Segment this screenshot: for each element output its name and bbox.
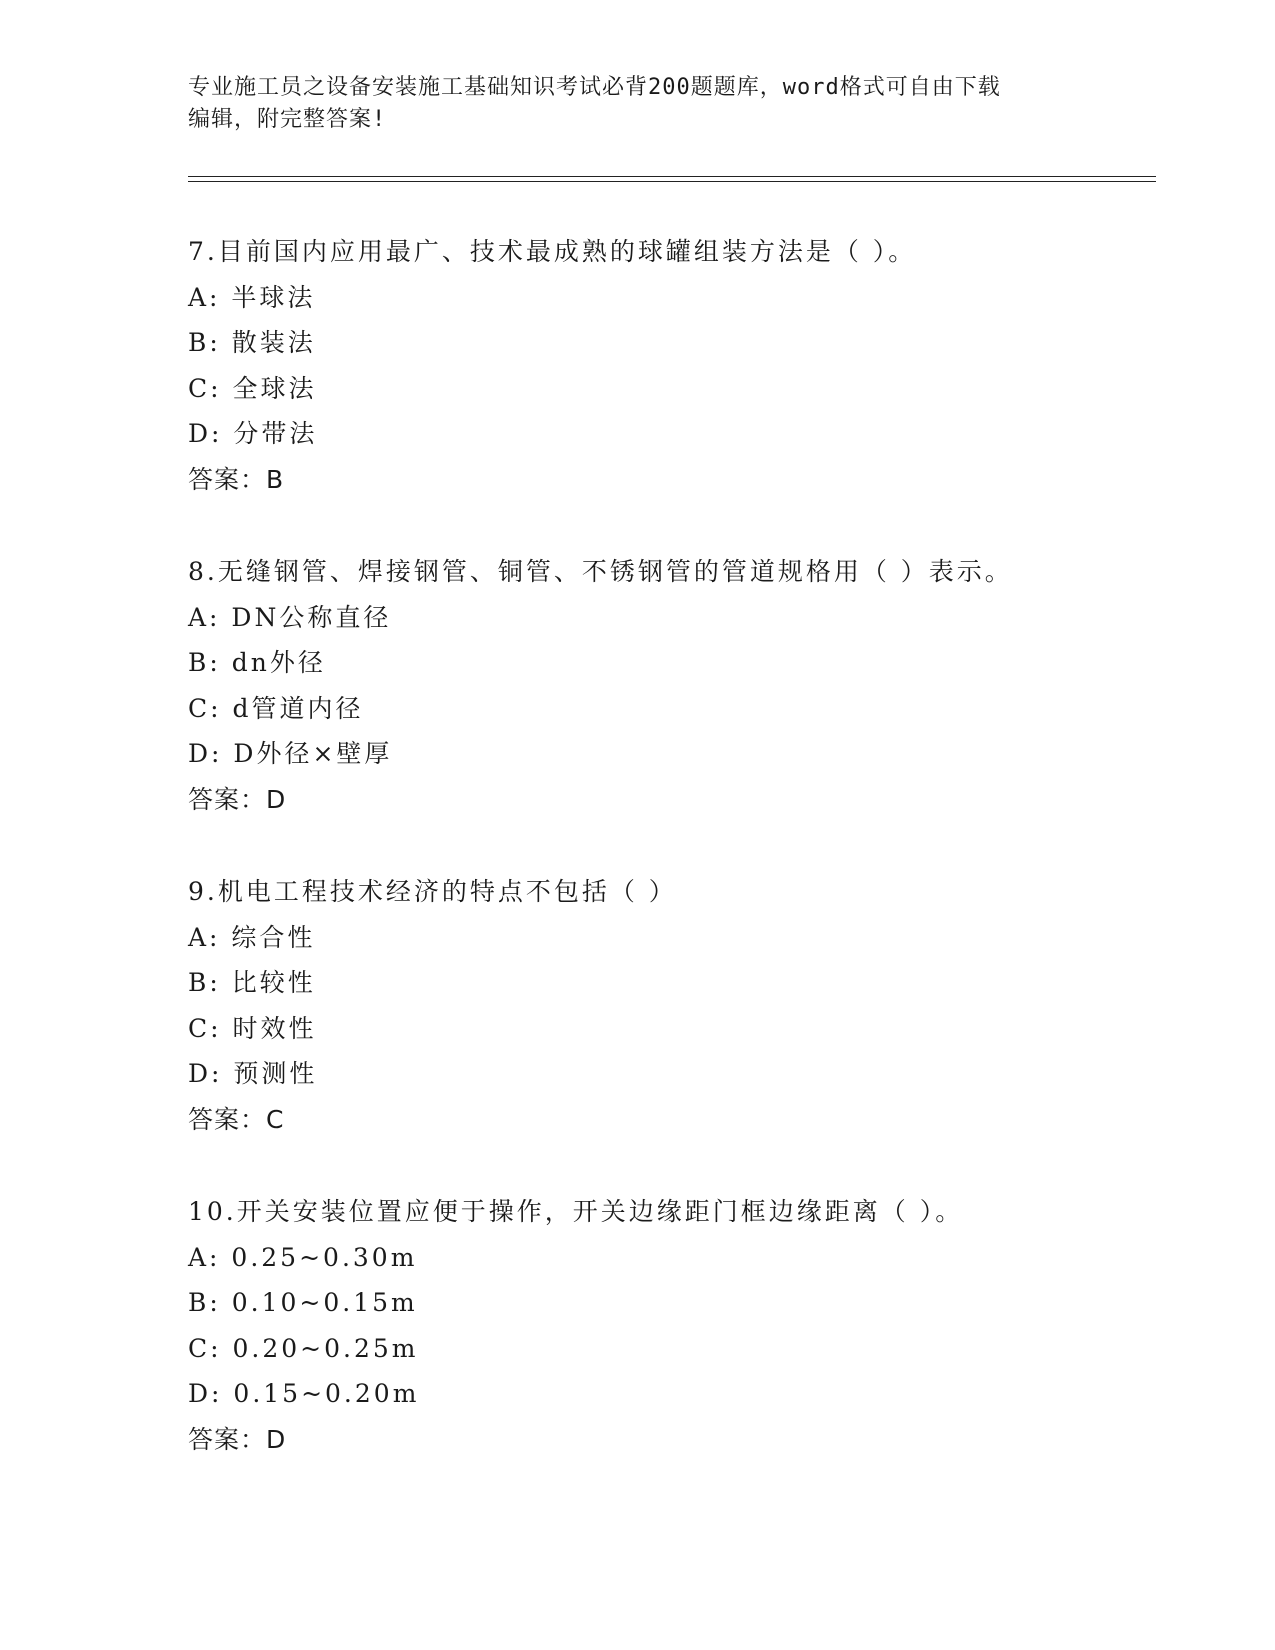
option-b: B: 比较性 bbox=[188, 968, 316, 997]
option-c: C: 时效性 bbox=[188, 1013, 317, 1043]
option-a: A: 0.25~0.30m bbox=[188, 1242, 418, 1272]
option-a: A: 半球法 bbox=[188, 282, 316, 312]
header-line-1: 专业施工员之设备安装施工基础知识考试必背200题题库，word格式可自由下载 bbox=[188, 75, 1001, 100]
question-item bbox=[188, 229, 1148, 549]
option-a: A: DN公称直径 bbox=[188, 602, 392, 632]
answer-line: 答案：D bbox=[188, 784, 287, 814]
option-d: D: D外径×壁厚 bbox=[188, 739, 393, 768]
question-item bbox=[188, 549, 1148, 869]
document-header bbox=[188, 72, 1078, 136]
option-a: A: 综合性 bbox=[188, 922, 316, 952]
option-b: B: 0.10~0.15m bbox=[188, 1288, 418, 1317]
header-divider-top bbox=[188, 176, 1156, 177]
question-stem: 8.无缝钢管、焊接钢管、铜管、不锈钢管的管道规格用（ ）表示。 bbox=[188, 557, 1013, 586]
question-stem: 9.机电工程技术经济的特点不包括（ ） bbox=[188, 877, 677, 906]
question-item bbox=[188, 869, 1148, 1189]
question-item bbox=[188, 1189, 1148, 1509]
option-c: C: 全球法 bbox=[188, 373, 317, 403]
option-b: B: dn外径 bbox=[188, 648, 326, 677]
option-d: D: 预测性 bbox=[188, 1059, 318, 1088]
header-line-2: 编辑，附完整答案! bbox=[188, 107, 387, 132]
answer-line: 答案：D bbox=[188, 1424, 287, 1454]
answer-line: 答案：B bbox=[188, 464, 285, 494]
question-stem: 10.开关安装位置应便于操作，开关边缘距门框边缘距离（ ）。 bbox=[188, 1197, 964, 1226]
option-c: C: 0.20~0.25m bbox=[188, 1333, 419, 1363]
question-list bbox=[188, 229, 1148, 1509]
question-stem: 7.目前国内应用最广、技术最成熟的球罐组装方法是（ ）。 bbox=[188, 237, 917, 266]
header-divider-bottom bbox=[188, 181, 1156, 182]
option-d: D: 0.15~0.20m bbox=[188, 1379, 420, 1408]
option-b: B: 散装法 bbox=[188, 328, 316, 357]
option-d: D: 分带法 bbox=[188, 419, 318, 448]
answer-line: 答案：C bbox=[188, 1104, 285, 1134]
option-c: C: d管道内径 bbox=[188, 693, 364, 723]
